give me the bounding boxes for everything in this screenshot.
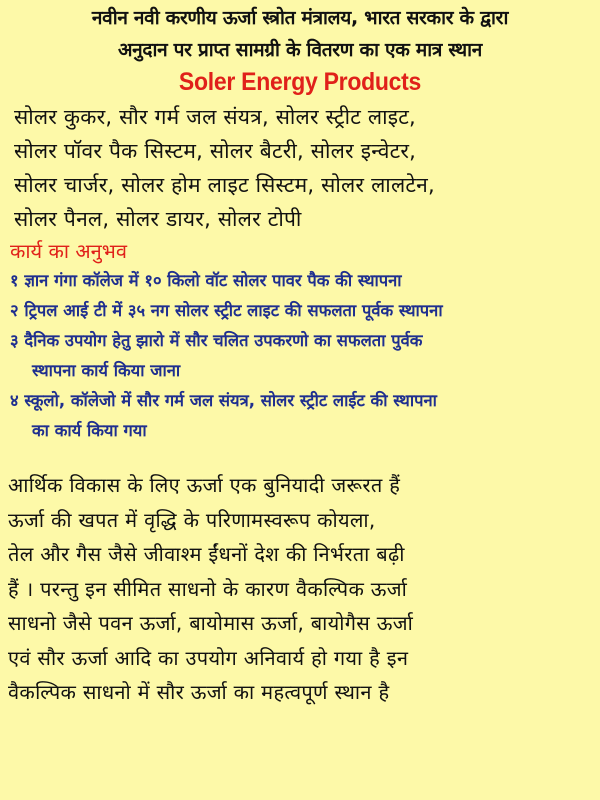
- energy-paragraph: [0, 468, 600, 710]
- experience-title: कार्य का अनुभव: [10, 239, 127, 263]
- product-row: सोलर पैनल, सोलर डायर, सोलर टोपी: [14, 207, 302, 231]
- product-list: [0, 100, 600, 236]
- paragraph-line: ऊर्जा की खपत में वृद्धि के परिणामस्वरूप कोयला,: [8, 507, 376, 532]
- experience-item: [10, 326, 596, 386]
- experience-item: [10, 266, 596, 296]
- paragraph-line: तेल और गैस जैसे जीवाश्म ईंधनों देश की निर्भरता बढ़ी: [8, 542, 405, 566]
- experience-item-continuation: का कार्य किया गया: [32, 421, 147, 440]
- experience-item-continuation: स्थापना कार्य किया जाना: [32, 361, 181, 380]
- brand-title: Soler Energy Products: [178, 68, 422, 96]
- paragraph-line: साधनो जैसे पवन ऊर्जा, बायोमास ऊर्जा, बायोगैस ऊर्जा: [8, 611, 414, 635]
- distribution-header-line: अनुदान पर प्राप्त सामग्री के वितरण का एक मात्र स्थान: [117, 39, 483, 61]
- experience-list: [0, 266, 600, 446]
- paragraph-line: आर्थिक विकास के लिए ऊर्जा एक बुनियादी जरूरत हैं: [8, 473, 401, 497]
- paragraph-line: वैकल्पिक साधनो में सौर ऊर्जा का महत्वपूर्ण स्थान है: [8, 680, 390, 704]
- experience-item: [10, 386, 596, 446]
- product-row: सोलर कुकर, सौर गर्म जल संयत्र, सोलर स्ट्रीट लाइट,: [14, 105, 416, 129]
- ministry-header-line: नवीन नवी करणीय ऊर्जा स्त्रोत मंत्रालय, भारत सरकार के द्वारा: [91, 7, 509, 29]
- experience-item-line: २ ट्रिपल आई टी में ३५ नग सोलर स्ट्रीट लाइट की सफलता पूर्वक स्थापना: [10, 301, 443, 320]
- paragraph-line: एवं सौर ऊर्जा आदि का उपयोग अनिवार्य हो गया है इन: [8, 645, 409, 670]
- product-row: सोलर पॉवर पैक सिस्टम, सोलर बैटरी, सोलर इन्वेटर,: [14, 139, 417, 163]
- paragraph-line: हैं । परन्तु इन सीमित साधनो के कारण वैकल्पिक ऊर्जा: [8, 576, 408, 601]
- experience-item-line: ४ स्कूलो, कॉलेजो में सौर गर्म जल संयत्र, सोलर स्ट्रीट लाईट की स्थापना: [10, 391, 437, 410]
- experience-item: [10, 296, 596, 326]
- product-row: सोलर चार्जर, सोलर होम लाइट सिस्टम, सोलर लालटेन,: [14, 173, 435, 197]
- experience-item-line: १ ज्ञान गंगा कॉलेज में १० किलो वॉट सोलर पावर पैक की स्थापना: [10, 271, 402, 290]
- experience-item-line: ३ दैनिक उपयोग हेतु झारो में सौर चलित उपकरणो का सफलता पुर्वक: [10, 331, 423, 350]
